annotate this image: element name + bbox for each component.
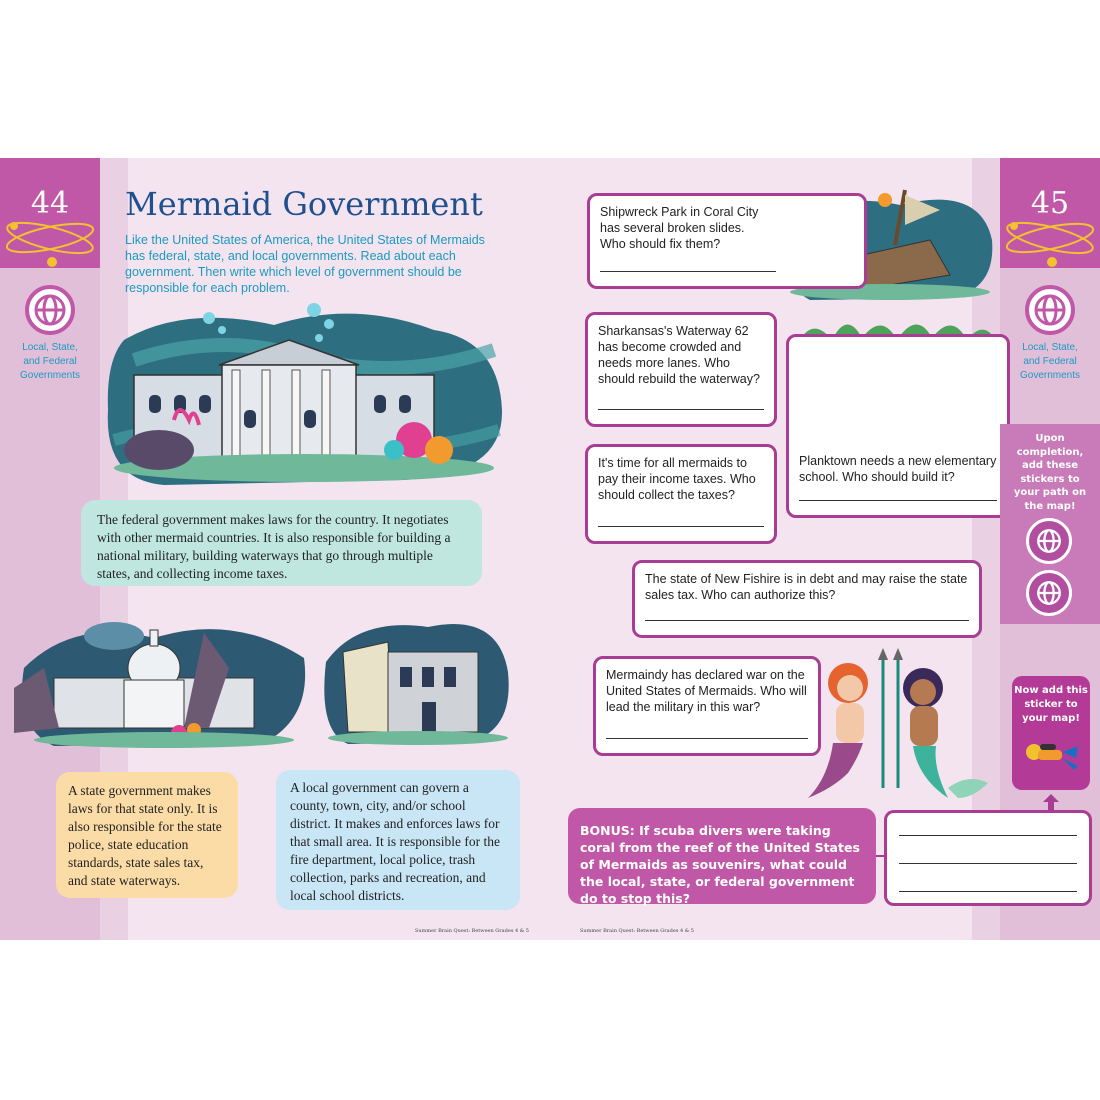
page-title: Mermaid Government [125, 185, 483, 223]
answer-line[interactable] [598, 409, 764, 410]
question-card [587, 193, 867, 289]
answer-line[interactable] [899, 835, 1077, 836]
bonus-answer-box[interactable] [884, 810, 1092, 906]
globe-icon [1029, 573, 1069, 613]
question-card [593, 656, 821, 756]
globe-icon [1024, 284, 1076, 336]
answer-line[interactable] [598, 526, 764, 527]
local-government-info: A local government can govern a county, town, city, and/or school district. It makes and enforces laws for that small area. It is responsible for the fire department, local police, trash collection, parks and recreation, and local school districts. [276, 770, 520, 910]
bonus-connector [876, 855, 884, 857]
topic-label-line: Governments [19, 370, 81, 381]
sticker-instructions: Upon completion, add these stickers to your path on the map! [1013, 433, 1087, 512]
map-sticker-instructions: Now add this sticker to your map! [1014, 685, 1088, 724]
atom-orbit-icon [0, 216, 100, 276]
question-text: Sharkansas's Waterway 62 has become crowded and needs more lanes. Who should rebuild the waterway? [598, 324, 760, 386]
city-hall-illustration [318, 612, 514, 748]
state-government-info: A state government makes laws for that state only. It is also responsible for the state police, state education standards, state sales tax, and state waterways. [56, 772, 238, 898]
topic-label-left [0, 341, 100, 383]
topic-label-right [1000, 341, 1100, 383]
topic-label-line: Local, State, [22, 342, 78, 353]
question-card [585, 444, 777, 544]
page-number-left: 44 [30, 186, 70, 221]
answer-line[interactable] [899, 863, 1077, 864]
capitol-illustration [14, 608, 312, 750]
question-text: Mermaindy has declared war on the United States of Mermaids. Who will lead the military in this war? [606, 668, 807, 714]
answer-line[interactable] [799, 500, 997, 501]
answer-line[interactable] [606, 738, 808, 739]
sticker-slot[interactable] [1026, 518, 1072, 564]
question-text: Planktown needs a new elementary school. Who should build it? [799, 454, 997, 484]
mermaids-illustration [788, 648, 1000, 808]
globe-icon [24, 284, 76, 336]
globe-icon [1029, 521, 1069, 561]
question-text: It's time for all mermaids to pay their income taxes. Who should collect the taxes? [598, 456, 756, 502]
question-card [632, 560, 982, 638]
topic-label-line: and Federal [1023, 356, 1077, 367]
map-sticker-box [1012, 676, 1090, 790]
question-card [786, 334, 1010, 518]
up-arrow-icon [1043, 794, 1059, 810]
sticker-slot[interactable] [1026, 570, 1072, 616]
footer-right: Summer Brain Quest: Between Grades 4 & 5 [580, 928, 694, 934]
answer-line[interactable] [899, 891, 1077, 892]
federal-government-info: The federal government makes laws for the country. It negotiates with other mermaid countries. It is also responsible for building a national military, building waterways that go through multiple states, and collecting income taxes. [81, 500, 482, 586]
atom-orbit-icon [1000, 216, 1100, 276]
question-text: The state of New Fishire is in debt and may raise the state sales tax. Who can authorize this? [645, 572, 968, 602]
topic-label-line: Governments [1019, 370, 1081, 381]
question-text: Shipwreck Park in Coral City has several broken slides. Who should fix them? [600, 205, 759, 251]
topic-label-line: Local, State, [1022, 342, 1078, 353]
answer-line[interactable] [600, 271, 776, 272]
question-card [585, 312, 777, 427]
page-number-right: 45 [1030, 186, 1070, 221]
sticker-panel [1000, 424, 1100, 624]
bonus-question: BONUS: If scuba divers were taking coral from the reef of the United States of Mermaids as souvenirs, what could the local, state, or federal government do to stop this? [568, 808, 876, 904]
topic-label-line: and Federal [23, 356, 77, 367]
scuba-diver-icon [1020, 738, 1082, 774]
white-house-illustration [104, 300, 506, 492]
intro-text: Like the United States of America, the United States of Mermaids has federal, state, and local governments. Read about each government. Then write which level of government should be responsible for each problem. [125, 233, 485, 295]
footer-left: Summer Brain Quest: Between Grades 4 & 5 [415, 928, 529, 934]
answer-line[interactable] [645, 620, 969, 621]
